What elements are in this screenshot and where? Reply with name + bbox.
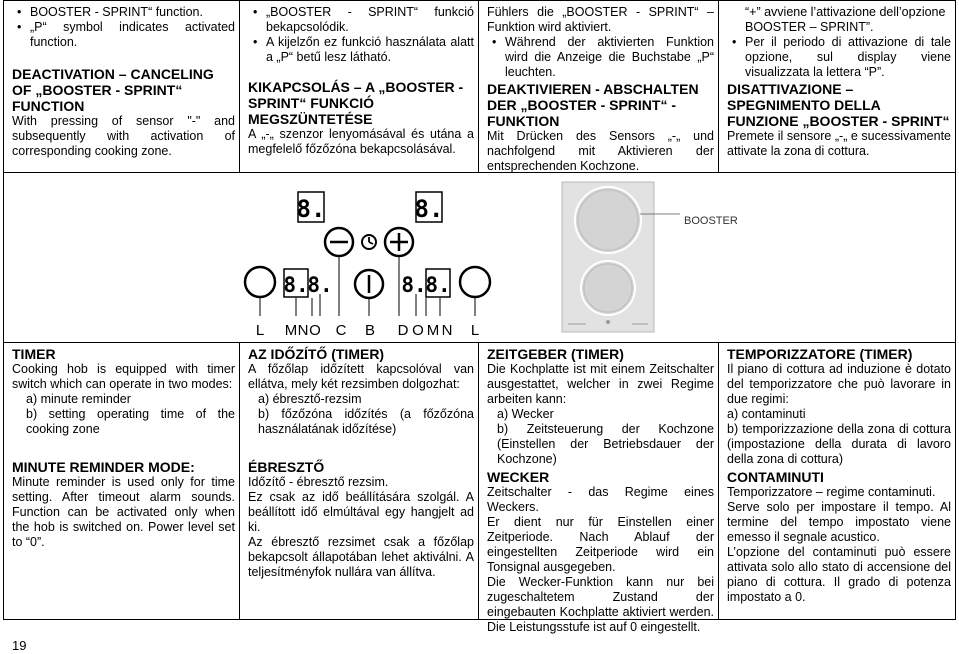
- top-cell-it: [719, 4, 955, 172]
- display-bottom-left-digit-1: 8.: [283, 273, 309, 297]
- display-bottom-left: [283, 269, 332, 297]
- de-alarm-text-a: Zeitschalter - das Regime eines Weckers.: [487, 485, 714, 514]
- hu-bullet-1: • „BOOSTER - SPRINT“ funkció bekapcsolódik.: [266, 5, 474, 35]
- it-timer-intro: Il piano di cottura ad induzione è dotato del temporizzatore che può lavorare in due regimi:: [727, 362, 951, 406]
- hu-alarm-heading: ÉBRESZTŐ: [248, 459, 325, 475]
- de-alarm-text-c: Die Wecker-Funktion kann nur bei zugeschaltetem Zustand der eingebauten Kochplatte aktiviert werden. Die Leistungsstufe ist auf 0 eingestellt.: [487, 575, 714, 634]
- it-alarm-heading: CONTAMINUTI: [727, 469, 824, 485]
- hu-timer-title: AZ IDŐZÍTŐ (TIMER): [248, 346, 385, 362]
- timer-icon: [362, 235, 376, 249]
- control-panel-diagram: [240, 174, 738, 342]
- it-timer-item-a: a) contaminuti: [727, 407, 806, 421]
- label-m-right: M: [426, 322, 440, 339]
- top-border: [3, 0, 956, 1]
- it-deactivation-text: Premete il sensore „-„ e sucessivamente attivate la zona di cottura.: [727, 129, 951, 158]
- en-minute-reminder-text: Minute reminder is used only for time setting. After timeout alarm sounds. Function can be activated only when the hob is switched on. Power level set to “0”.: [12, 475, 235, 549]
- hob-product-image: [562, 182, 654, 332]
- row2-bottom-border: [3, 342, 956, 343]
- en-bullet-1: • BOOSTER - SPRINT“ function.: [30, 5, 235, 20]
- it-deactivation-heading: DISATTIVAZIONE – SPEGNIMENTO DELLA FUNZIONE „BOOSTER - SPRINT“: [727, 81, 950, 129]
- de-intro: Fühlers die „BOOSTER - SPRINT“ – Funktion wird aktiviert.: [487, 5, 714, 34]
- label-n-right: N: [441, 322, 453, 339]
- de-bullet-1: • Während der aktivierten Funktion wird die Anzeige die Buchstabe „P“ leuchten.: [505, 35, 714, 80]
- it-alarm-text-b: Serve solo per impostare il tempo. Al termine del tempo impostato viene emesso il segnale acustico.: [727, 500, 951, 544]
- top-cell-en: [4, 4, 239, 172]
- label-o-right: O: [412, 322, 424, 339]
- page-number: 19: [12, 638, 27, 653]
- display-bottom-right-digit-1: 8.: [425, 273, 451, 297]
- hu-alarm-text-a: Időzítő - ébresztő rezsim.: [248, 475, 389, 489]
- top-cell-hu: [240, 4, 478, 172]
- hu-deactivation-text: A „-„ szenzor lenyomásával és utána a megfelelő főzőzóna bekapcsolásával.: [248, 127, 474, 156]
- en-deactivation-heading: DEACTIVATION – CANCELING OF „BOOSTER - SPRINT“ FUNCTION: [12, 66, 214, 114]
- hu-alarm-text-b: Ez csak az idő beállítására szolgál. A beállított idő elmúltával egy hangjelt ad ki.: [248, 490, 474, 534]
- display-top-left-digit: 8.: [296, 195, 326, 223]
- row1-bottom-border: [3, 172, 956, 173]
- label-d: D: [397, 322, 409, 339]
- label-m-left: M: [284, 322, 298, 339]
- booster-label: BOOSTER: [684, 215, 738, 227]
- label-l-left: L: [255, 322, 265, 339]
- display-bottom-right: [401, 269, 450, 297]
- label-b: B: [364, 322, 376, 339]
- it-intro: “+” avviene l’attivazione dell’opzione BOOSTER – SPRINT”.: [745, 5, 946, 34]
- bottom-border: [3, 619, 956, 620]
- hu-timer-item-a: a) ébresztő-rezsim: [258, 392, 362, 406]
- display-top-right-digit: 8.: [414, 195, 444, 223]
- bottom-cell-hu: [240, 345, 478, 619]
- en-timer-title: TIMER: [12, 346, 56, 362]
- it-timer-item-b: b) temporizzazione della zona di cottura (impostazione della durata di lavoro della zona di cottura): [727, 422, 951, 466]
- hu-alarm-text-c: Az ébresztő rezsimet csak a főzőlap bekapcsolt állapotában lehet aktiválni. A teljesítményfok nullára van állítva.: [248, 535, 474, 579]
- it-alarm-text-a: Temporizzatore – regime contaminuti.: [727, 485, 936, 499]
- de-deactivation-heading: DEAKTIVIEREN - ABSCHALTEN DER „BOOSTER - SPRINT“ - FUNKTION: [487, 81, 699, 129]
- it-alarm-text-c: L’opzione del contaminuti può essere attivata solo allo stato di accensione del piano di cottura. Il grado di potenza impostato a 0.: [727, 545, 951, 604]
- zone-sensor-left[interactable]: [245, 267, 275, 297]
- display-bottom-right-digit-2: 8.: [401, 273, 427, 297]
- en-minute-reminder-heading: MINUTE REMINDER MODE:: [12, 459, 195, 475]
- right-border: [955, 0, 956, 620]
- de-timer-intro: Die Kochplatte ist mit einem Zeitschalter ausgestattet, welcher in zwei Regime arbeiten kann:: [487, 362, 714, 406]
- hu-deactivation-heading: KIKAPCSOLÁS – A „BOOSTER - SPRINT“ FUNKCIÓ MEGSZÜNTETÉSE: [248, 79, 464, 127]
- de-timer-title: ZEITGEBER (TIMER): [487, 346, 624, 362]
- en-bullet-2: • „P“ symbol indicates activated function.: [30, 20, 235, 50]
- zone-sensor-right[interactable]: [460, 267, 490, 297]
- de-timer-item-a: a) Wecker: [497, 407, 554, 421]
- en-timer-item-b: b) setting operating time of the cooking zone: [26, 407, 235, 436]
- de-deactivation-text: Mit Drücken des Sensors „-„ und nachfolgend mit Aktivieren der entsprechenden Kochzone.: [487, 129, 714, 173]
- it-timer-title: TEMPORIZZATORE (TIMER): [727, 346, 913, 362]
- display-top-right: [415, 192, 444, 223]
- en-timer-item-a: a) minute reminder: [26, 392, 131, 406]
- bottom-cell-de: [479, 345, 718, 634]
- it-bullet-1: • Per il periodo di attivazione di tale opzione, sul display viene visualizzata la lettera “P”.: [745, 35, 951, 80]
- display-top-left: [297, 192, 326, 223]
- label-o-left: O: [309, 322, 321, 339]
- en-timer-intro: Cooking hob is equipped with timer switch which can operate in two modes:: [12, 362, 235, 391]
- label-l-right: L: [470, 322, 480, 339]
- en-deactivation-text: With pressing of sensor "-" and subsequently with activation of corresponding cooking zone.: [12, 114, 235, 158]
- hu-bullet-2: • A kijelzőn ez funkció használata alatt a „P“ betű lesz látható.: [266, 35, 474, 65]
- display-bottom-left-digit-2: 8.: [307, 273, 333, 297]
- label-n-left: N: [297, 322, 309, 339]
- de-alarm-text-b: Er dient nur für Einstellen einer Zeitperiode. Nach Ablauf der eingestellten Zeitperiode wird ein Tonsignal ausgegeben.: [487, 515, 714, 574]
- hu-timer-item-b: b) főzőzóna időzítés (a főzőzóna használatának időzítése): [258, 407, 474, 436]
- hu-timer-intro: A főzőlap időzített kapcsolóval van ellátva, mely két rezsimben dolgozhat:: [248, 362, 474, 391]
- bottom-cell-it: [719, 345, 955, 619]
- top-cell-de: [479, 4, 718, 172]
- label-c: C: [335, 322, 347, 339]
- bottom-cell-en: [4, 345, 239, 619]
- de-timer-item-b: b) Zeitsteuerung der Kochzone (Einstellen der Betriebsdauer der Kochzone): [497, 422, 714, 466]
- diagram-labels: [256, 322, 479, 339]
- de-alarm-heading: WECKER: [487, 469, 550, 485]
